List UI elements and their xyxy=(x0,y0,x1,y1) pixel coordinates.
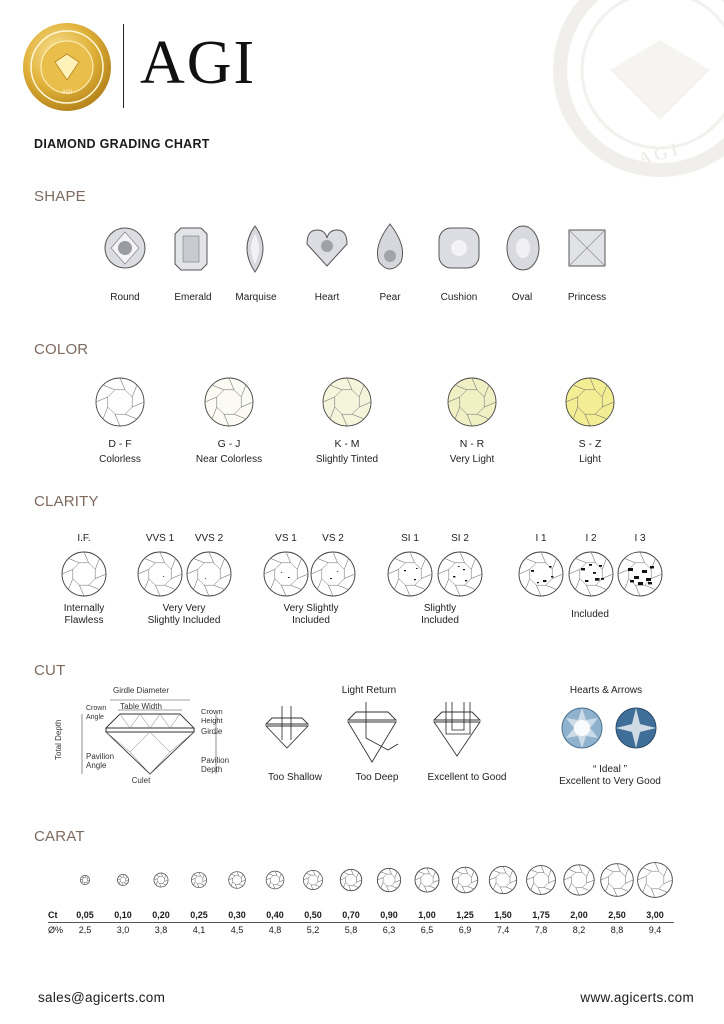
agi-seal-logo xyxy=(22,22,112,112)
too-deep-diamond-icon xyxy=(348,702,398,762)
excellent-to-good-label: Excellent to Good xyxy=(427,772,507,783)
shape-section-title: SHAPE xyxy=(34,188,86,205)
seal-text: AGI xyxy=(61,90,73,96)
diameter-value: 8,2 xyxy=(572,925,586,935)
color-diamonds xyxy=(80,372,640,432)
ideal-label: “ Ideal ” xyxy=(593,764,627,775)
hearts-arrows-diamonds xyxy=(560,706,660,752)
carat-value: 0,25 xyxy=(180,908,218,923)
diameter-value: 9,4 xyxy=(648,925,662,935)
clarity-grade-i1: I 1 xyxy=(535,533,547,544)
color-diamond-icon xyxy=(205,378,253,426)
too-shallow-diamond-icon xyxy=(266,706,308,748)
clarity-group-vs-line1: Very Slightly xyxy=(283,603,339,614)
cut-crown-height-label: Crown Height xyxy=(201,707,223,725)
excellent-to-very-good-label: Excellent to Very Good xyxy=(559,776,661,787)
clarity-grade-if: I.F. xyxy=(77,533,91,544)
clarity-diamond-icon xyxy=(138,552,182,596)
emerald-diamond-icon xyxy=(175,228,207,270)
clarity-diamond-icon xyxy=(187,552,231,596)
carat-diamond-icon xyxy=(377,868,400,891)
diameter-value: 4,5 xyxy=(230,925,244,935)
carat-value: 1,50 xyxy=(484,908,522,923)
heart-diamond-icon xyxy=(307,230,347,266)
carat-value: 2,50 xyxy=(598,908,636,923)
diameter-value: 3,0 xyxy=(116,925,130,935)
carat-diamond-icon xyxy=(80,875,89,884)
carat-diamond-icon xyxy=(452,867,478,893)
logo-divider xyxy=(123,24,124,108)
shape-label-marquise: Marquise xyxy=(235,292,277,303)
color-desc-very-light: Very Light xyxy=(449,454,495,465)
round-diamond-icon xyxy=(105,228,145,268)
carat-row xyxy=(48,908,674,923)
color-diamond-icon xyxy=(566,378,614,426)
color-grade-df: D - F xyxy=(108,438,132,450)
carat-value: 0,40 xyxy=(256,908,294,923)
clarity-diamond-icon xyxy=(618,552,662,596)
carat-value: 1,00 xyxy=(408,908,446,923)
svg-text:A G I: A G I xyxy=(635,139,680,169)
clarity-grade-vvs2: VVS 2 xyxy=(194,533,224,544)
carat-value: 0,30 xyxy=(218,908,256,923)
cut-culet-label: Culet xyxy=(131,776,151,785)
clarity-group-if-line1: Internally xyxy=(63,603,105,614)
carat-diamond-icon xyxy=(489,866,516,893)
carat-value: 0,70 xyxy=(332,908,370,923)
carat-diamond-icon xyxy=(303,870,322,889)
page-title: DIAMOND GRADING CHART xyxy=(34,137,210,151)
carat-row-label: Ct xyxy=(48,908,66,923)
diameter-value: 6,3 xyxy=(382,925,396,935)
clarity-grade-i3: I 3 xyxy=(634,533,646,544)
shape-label-heart: Heart xyxy=(314,292,340,303)
clarity-group-vs-line2: Included xyxy=(292,615,330,626)
clarity-grade-vvs1: VVS 1 xyxy=(145,533,175,544)
cut-section-title: CUT xyxy=(34,662,66,679)
diameter-value: 5,2 xyxy=(306,925,320,935)
carat-diamond-icon xyxy=(415,868,439,892)
clarity-group-if-line2: Flawless xyxy=(64,615,104,626)
color-diamond-icon xyxy=(448,378,496,426)
excellent-diamond-icon xyxy=(434,702,480,756)
cut-total-depth-label: Total Depth xyxy=(54,719,63,760)
diameter-value: 7,4 xyxy=(496,925,510,935)
color-desc-near-colorless: Near Colorless xyxy=(195,454,263,465)
color-grade-nr: N - R xyxy=(459,438,485,450)
carat-value: 2,00 xyxy=(560,908,598,923)
clarity-group-i-line1: Included xyxy=(571,609,609,620)
clarity-grade-vs2: VS 2 xyxy=(322,533,344,544)
light-return-label: Light Return xyxy=(341,685,397,696)
color-diamond-icon xyxy=(323,378,371,426)
cut-girdle-label: Girdle xyxy=(201,727,223,736)
light-return-diagrams xyxy=(258,702,518,764)
diameter-value: 5,8 xyxy=(344,925,358,935)
footer-email-link[interactable]: sales@agicerts.com xyxy=(38,990,166,1005)
carat-table xyxy=(48,908,674,937)
carat-value: 0,90 xyxy=(370,908,408,923)
clarity-diamond-icon xyxy=(311,552,355,596)
cut-crown-angle-label: Crown Angle xyxy=(86,705,107,721)
carat-diamond-icon xyxy=(638,863,673,898)
color-desc-slightly-tinted: Slightly Tinted xyxy=(315,454,379,465)
clarity-group-vvs-line2: Slightly Included xyxy=(147,615,221,626)
footer-website-link[interactable]: www.agicerts.com xyxy=(580,990,694,1005)
carat-section-title: CARAT xyxy=(34,828,85,845)
clarity-group-si-line1: Slightly xyxy=(423,603,457,614)
carat-diamond-icon xyxy=(117,874,128,885)
shape-label-round: Round xyxy=(110,292,140,303)
oval-diamond-icon xyxy=(507,226,539,270)
diameter-value: 4,1 xyxy=(192,925,206,935)
carat-value: 3,00 xyxy=(636,908,674,923)
marquise-diamond-icon xyxy=(247,226,263,272)
pear-diamond-icon xyxy=(377,224,402,269)
clarity-group-si-line2: Included xyxy=(421,615,459,626)
watermark-seal xyxy=(540,0,724,190)
carat-diamond-icon xyxy=(527,866,556,895)
clarity-grade-si1: SI 1 xyxy=(401,533,419,544)
cut-girdle-diameter-label: Girdle Diameter xyxy=(112,686,170,695)
color-grade-sz: S - Z xyxy=(578,438,602,450)
diameter-value: 6,5 xyxy=(420,925,434,935)
diameter-value: 6,9 xyxy=(458,925,472,935)
diameter-value: 3,8 xyxy=(154,925,168,935)
carat-diamond-icon xyxy=(266,871,284,889)
diameter-value: 8,8 xyxy=(610,925,624,935)
shape-label-pear: Pear xyxy=(379,292,401,303)
cushion-diamond-icon xyxy=(439,228,479,268)
diameter-value: 4,8 xyxy=(268,925,282,935)
carat-diamond-icon xyxy=(191,872,206,887)
cut-pavilion-angle-label: Pavilion Angle xyxy=(86,752,115,770)
clarity-group-vvs-line1: Very Very xyxy=(162,603,206,614)
clarity-diamonds xyxy=(0,548,724,604)
carat-diamond-icon xyxy=(601,864,634,897)
clarity-grade-vs1: VS 1 xyxy=(275,533,297,544)
clarity-diamond-icon xyxy=(264,552,308,596)
hearts-diamond-icon xyxy=(562,708,602,748)
clarity-diamond-icon xyxy=(569,552,613,596)
carat-value: 1,25 xyxy=(446,908,484,923)
carat-value: 0,10 xyxy=(104,908,142,923)
clarity-diamond-icon xyxy=(62,552,106,596)
color-section-title: COLOR xyxy=(34,341,89,358)
carat-value: 0,50 xyxy=(294,908,332,923)
carat-diamond-icon xyxy=(154,873,168,887)
diameter-value: 7,8 xyxy=(534,925,548,935)
princess-diamond-icon xyxy=(569,230,605,266)
diameter-row xyxy=(48,923,674,938)
cut-table-width-label: Table Width xyxy=(120,702,162,711)
color-grade-gj: G - J xyxy=(217,438,241,450)
diameter-row-label: Ø% xyxy=(48,925,64,935)
clarity-grade-i2: I 2 xyxy=(585,533,597,544)
shape-diamonds xyxy=(95,220,625,280)
carat-value: 1,75 xyxy=(522,908,560,923)
too-shallow-label: Too Shallow xyxy=(268,772,322,783)
clarity-diamond-icon xyxy=(388,552,432,596)
clarity-grade-si2: SI 2 xyxy=(451,533,469,544)
carat-size-diamonds xyxy=(48,858,674,900)
carat-diamond-icon xyxy=(564,865,594,895)
clarity-diamond-icon xyxy=(519,552,563,596)
color-desc-colorless: Colorless xyxy=(99,454,141,465)
shape-label-oval: Oval xyxy=(511,292,533,303)
too-deep-label: Too Deep xyxy=(355,772,399,783)
color-grade-km: K - M xyxy=(334,438,360,450)
arrows-diamond-icon xyxy=(616,708,656,748)
diameter-value: 2,5 xyxy=(78,925,92,935)
carat-value: 0,20 xyxy=(142,908,180,923)
color-desc-light: Light xyxy=(579,454,601,465)
carat-diamond-icon xyxy=(340,869,361,890)
clarity-diamond-icon xyxy=(438,552,482,596)
hearts-arrows-label: Hearts & Arrows xyxy=(569,685,643,696)
shape-label-emerald: Emerald xyxy=(174,292,212,303)
color-diamond-icon xyxy=(96,378,144,426)
shape-label-cushion: Cushion xyxy=(440,292,478,303)
carat-diamond-icon xyxy=(229,872,246,889)
cut-pavilion-depth-label: Pavilion Depth xyxy=(201,756,230,774)
clarity-section-title: CLARITY xyxy=(34,493,99,510)
logo-text: AGI xyxy=(140,29,257,97)
carat-value: 0,05 xyxy=(66,908,104,923)
shape-label-princess: Princess xyxy=(567,292,607,303)
